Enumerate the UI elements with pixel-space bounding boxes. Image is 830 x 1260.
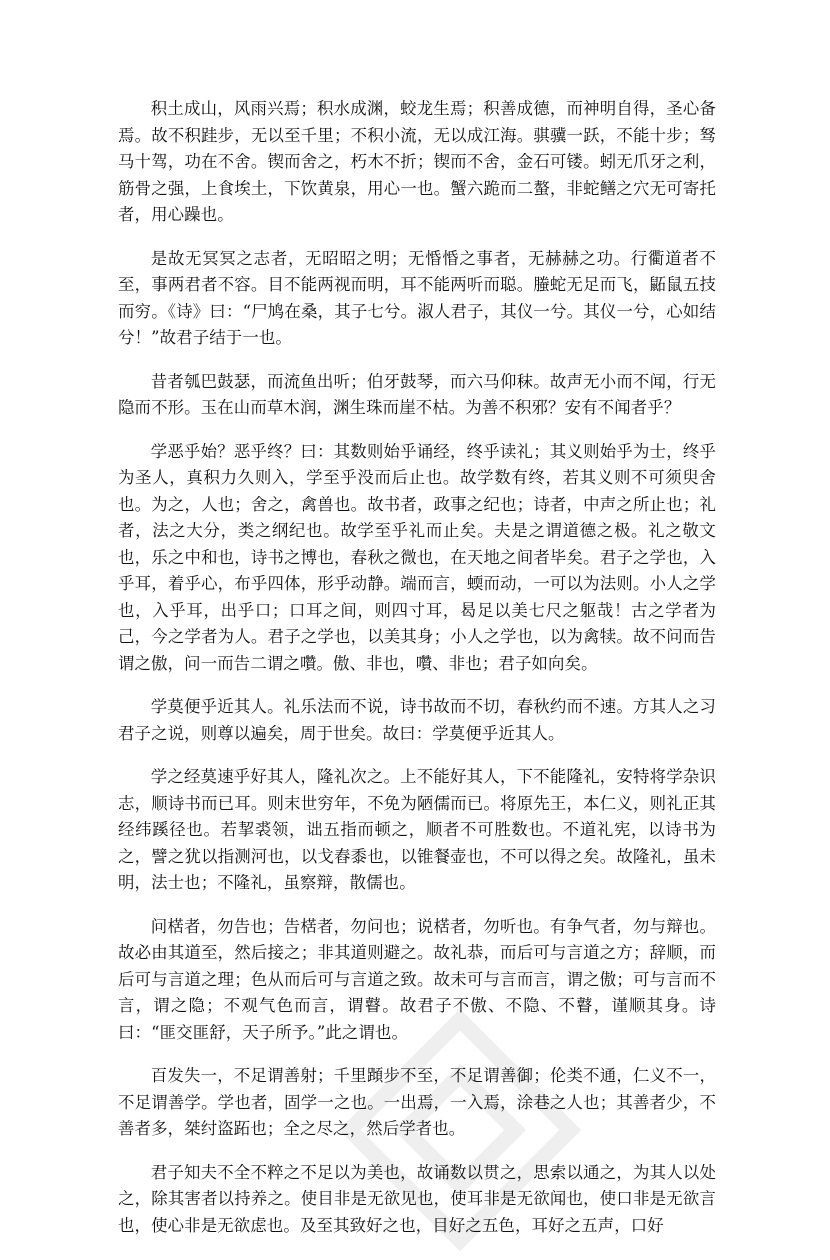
paragraph-7: 问楛者，勿告也；告楛者，勿问也；说楛者，勿听也。有争气者，勿与辩也。故必由其道至，然后接之；非其道则避之。故礼恭，而后可与言道之方；辞顺，而后可与言道之理；色从而后可与言道之致。故未可与言而言，谓之傲；可与言而不言，谓之隐；不观气色而言，谓瞽。故君子不傲、不隐、不瞽，谨顺其身。诗曰：“匪交匪舒，天子所予。”此之谓也。 xyxy=(118,916,716,1042)
paragraph-6: 学之经莫速乎好其人，隆礼次之。上不能好其人，下不能隆礼，安特将学杂识志，顺诗书而已耳。则末世穷年，不免为陋儒而已。将原先王，本仁义，则礼正其经纬蹊径也。若挈裘领，诎五指而顿之，顺者不可胜数也。不道礼宪，以诗书为之，譬之犹以指测河也，以戈舂黍也，以锥餐壶也，不可以得之矣。故隆礼，虽未明，法士也；不隆礼，虽察辩，散儒也。 xyxy=(118,767,716,892)
document-body xyxy=(118,96,716,1256)
paragraph-2: 是故无冥冥之志者，无昭昭之明；无惛惛之事者，无赫赫之功。行衢道者不至，事两君者不容。目不能两视而明，耳不能两听而聪。螣蛇无足而飞，鼫鼠五技而穷。《诗》曰：“尸鸠在桑，其子七兮。淑人君子，其仪一兮。其仪一兮，心如结兮！”故君子结于一也。 xyxy=(118,248,716,347)
paragraph-5: 学莫便乎近其人。礼乐法而不说，诗书故而不切，春秋约而不速。方其人之习君子之说，则尊以遍矣，周于世矣。故曰：学莫便乎近其人。 xyxy=(118,697,716,743)
paragraph-9: 君子知夫不全不粹之不足以为美也，故诵数以贯之，思索以通之，为其人以处之，除其害者以持养之。使目非是无欲见也，使耳非是无欲闻也，使口非是无欲言也，使心非是无欲虑也。及至其致好之也，目好之五色，耳好之五声，口好 xyxy=(118,1162,716,1235)
paragraph-4: 学恶乎始？恶乎终？曰：其数则始乎诵经，终乎读礼；其义则始乎为士，终乎为圣人，真积力久则入，学至乎没而后止也。故学数有终，若其义则不可须臾舍也。为之，人也；舍之，禽兽也。故书者，政事之纪也；诗者，中声之所止也；礼者，法之大分，类之纲纪也。故学至乎礼而止矣。夫是之谓道德之极。礼之敬文也，乐之中和也，诗书之博也，春秋之微也，在天地之间者毕矣。君子之学也，入乎耳，着乎心，布乎四体，形乎动静。端而言，蝡而动，一可以为法则。小人之学也，入乎耳，出乎口；口耳之间，则四寸耳，曷足以美七尺之躯哉！古之学者为己，今之学者为人。君子之学也，以美其身；小人之学也，以为禽犊。故不问而告谓之傲，问一而告二谓之囋。傲、非也，囋、非也；君子如向矣。 xyxy=(118,441,716,673)
paragraph-1: 积土成山，风雨兴焉；积水成渊，蛟龙生焉；积善成德，而神明自得，圣心备焉。故不积跬步，无以至千里；不积小流，无以成江海。骐骥一跃，不能十步；驽马十驾，功在不舍。锲而舍之，朽木不折；锲而不舍，金石可镂。蚓无爪牙之利，筋骨之强，上食埃土，下饮黄泉，用心一也。蟹六跪而二螯，非蛇鳝之穴无可寄托者，用心躁也。 xyxy=(118,99,716,224)
paragraph-3: 昔者瓠巴鼓瑟，而流鱼出听；伯牙鼓琴，而六马仰秣。故声无小而不闻，行无隐而不形。玉在山而草木润，渊生珠而崖不枯。为善不积邪？安有不闻者乎？ xyxy=(118,371,716,417)
paragraph-8: 百发失一，不足谓善射；千里蹞步不至，不足谓善御；伦类不通，仁义不一，不足谓善学。学也者，固学一之也。一出焉，一入焉，涂巷之人也；其善者少，不善者多，桀纣盗跖也；全之尽之，然后学者也。 xyxy=(118,1066,716,1138)
